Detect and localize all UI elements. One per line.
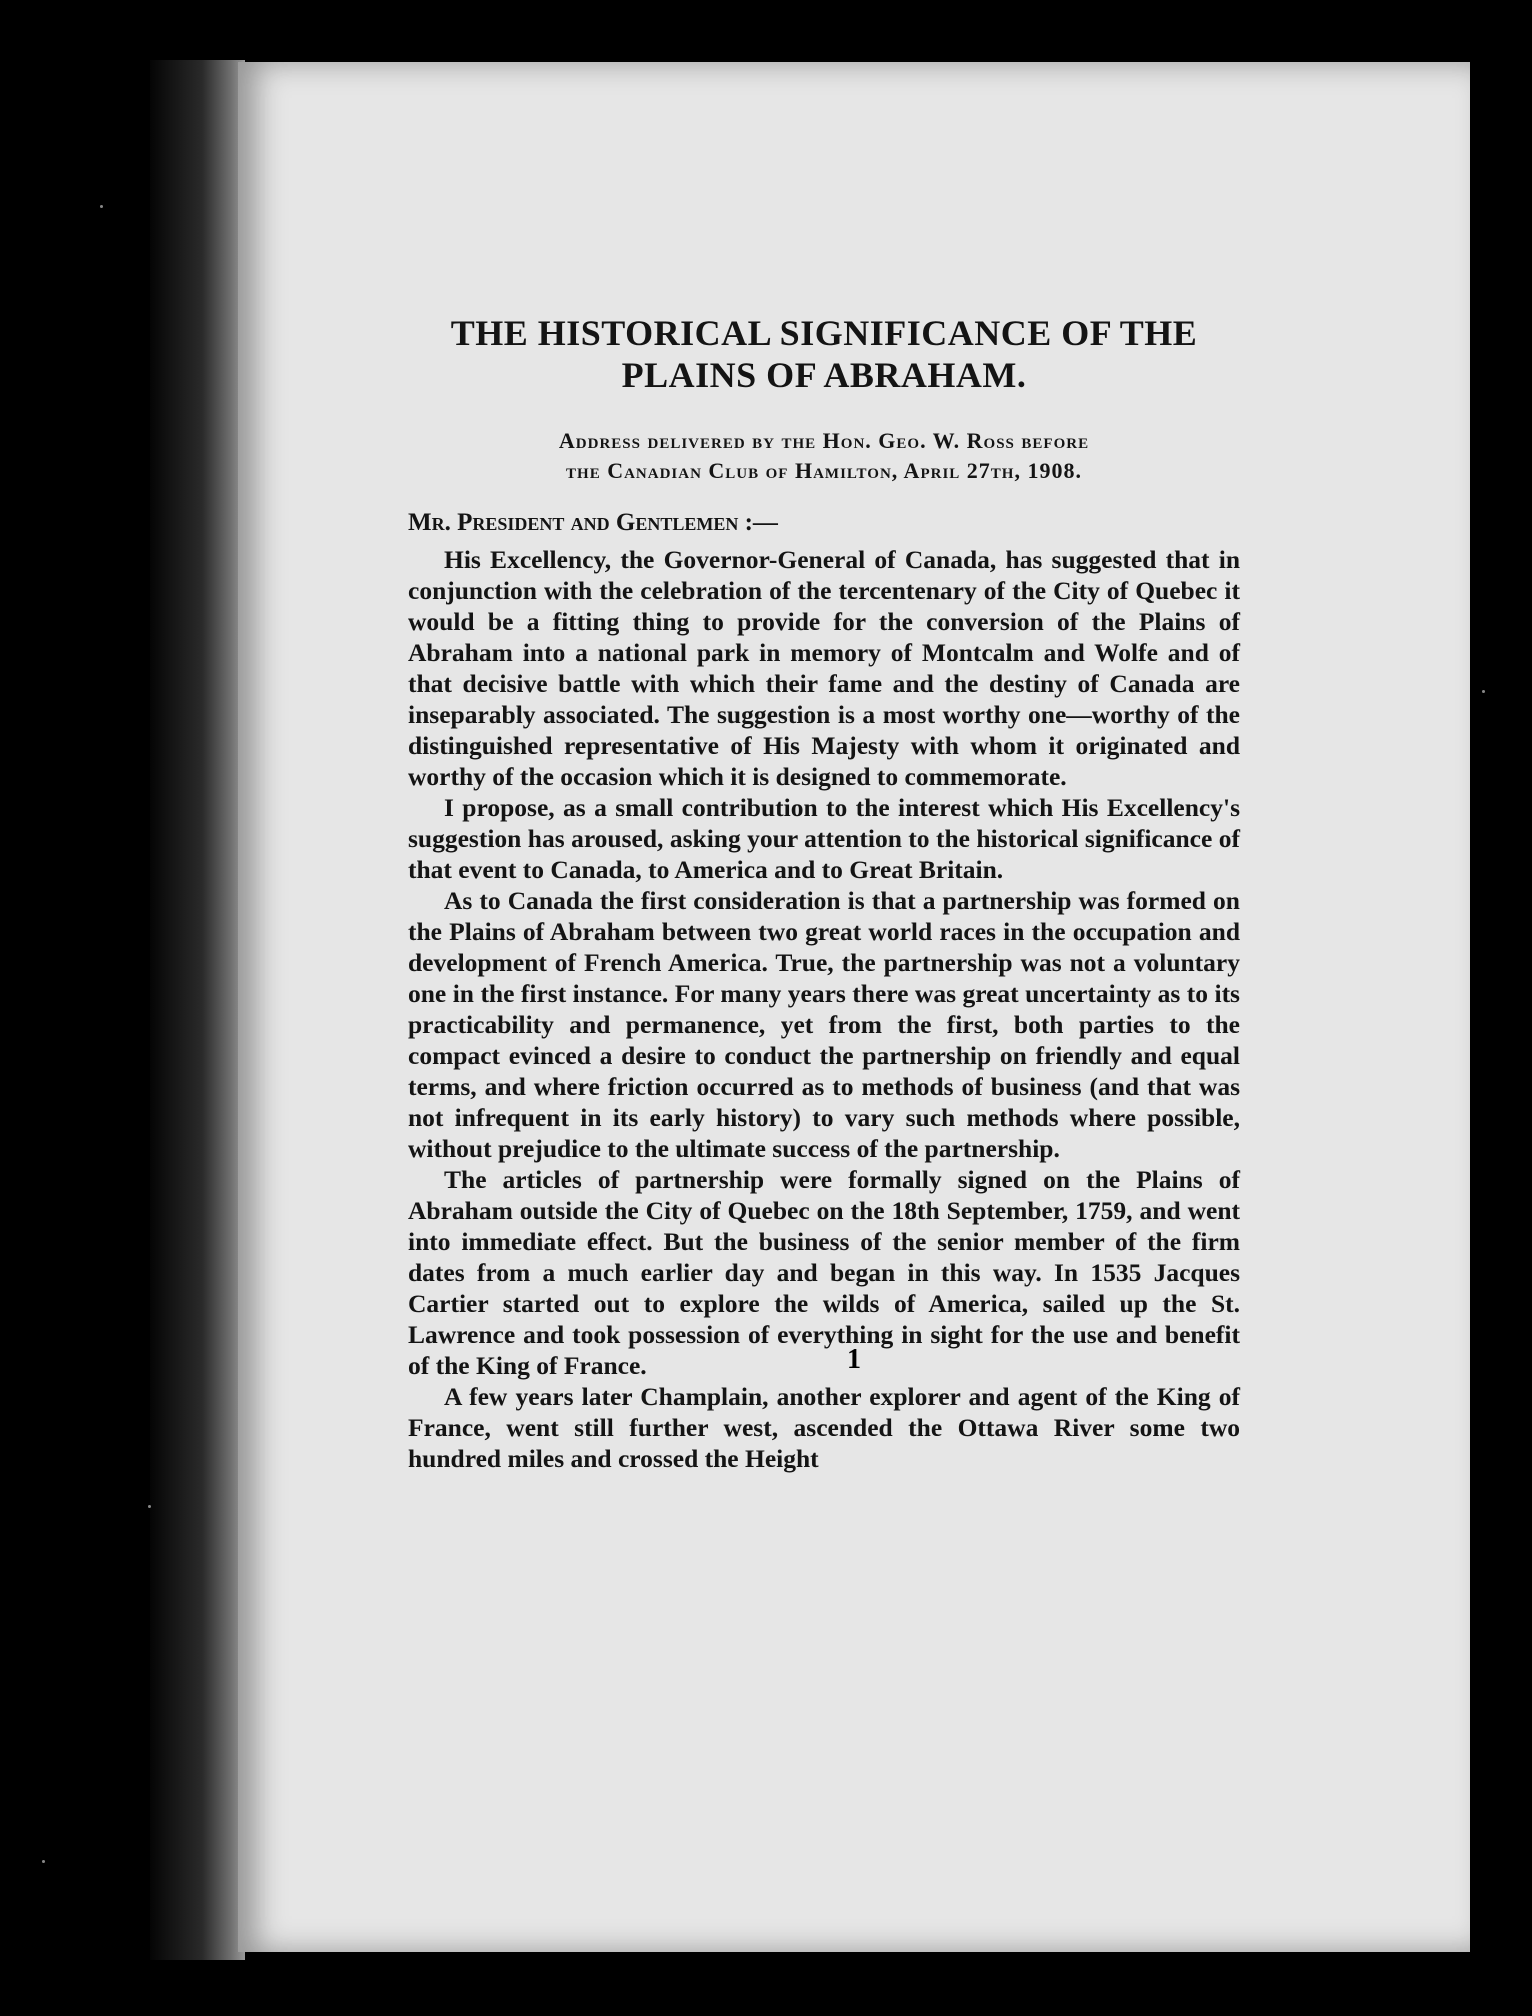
document-title: THE HISTORICAL SIGNIFICANCE OF THE PLAINS OF ABRAHAM. xyxy=(450,313,1198,395)
dust-speck xyxy=(1482,690,1485,693)
paragraph-3: As to Canada the first consideration is that a partnership was formed on the Plains of Abraham between two great world races in the occupation and development of French America. True, the partnership was not a voluntary one in the first instance. For many years there was great uncertainty as to its practicability and permanence, yet from the first, both parties to the compact evinced a desire to conduct the partnership on friendly and equal terms, and where friction occurred as to methods of business (and that was not infrequent in its early history) to vary such methods where possible, without prejudice to the ultimate success of the partnership. xyxy=(408,886,1240,1163)
paragraph-1: His Excellency, the Governor-General of Canada, has suggested that in conjunction with the celebration of the tercentenary of the City of Quebec it would be a fitting thing to provide for the conversion of the Plains of Abraham into a national park in memory of Montcalm and Wolfe and of that decisive battle with which their fame and the destiny of Canada are inseparably associated. The suggestion is a most worthy one—worthy of the distinguished representative of His Majesty with whom it originated and worthy of the occasion which it is designed to commemorate. xyxy=(408,545,1240,791)
paragraph-2: I propose, as a small contribution to the interest which His Excellency's suggestion has aroused, asking your attention to the historical significance of that event to Canada, to America and to Great Britain. xyxy=(408,793,1240,884)
page-content xyxy=(408,312,1240,1474)
dust-speck xyxy=(42,1860,45,1863)
paragraph-4: The articles of partnership were formally signed on the Plains of Abraham outside the City of Quebec on the 18th September, 1759, and went into immediate effect. But the business of the senior member of the firm dates from a much earlier day and began in this way. In 1535 Jacques Cartier started out to explore the wilds of America, sailed up the St. Lawrence and took possession of everything in sight for the use and benefit of the King of France. xyxy=(408,1165,1240,1380)
dust-speck xyxy=(100,205,103,208)
subtitle-line-2: the Canadian Club of Hamilton, April 27th, 1908. xyxy=(566,458,1082,483)
document-subtitle xyxy=(408,426,1240,486)
subtitle-line-1: Address delivered by the Hon. Geo. W. Ross before xyxy=(558,428,1090,453)
document-page xyxy=(238,62,1470,1952)
dust-speck xyxy=(148,1505,151,1508)
salutation: Mr. President and Gentlemen :— xyxy=(408,509,778,536)
page-number: 1 xyxy=(847,1344,861,1375)
binding-shadow xyxy=(150,60,245,1960)
paragraph-5: A few years later Champlain, another explorer and agent of the King of France, went still further west, ascended the Ottawa River some two hundred miles and crossed the Height xyxy=(408,1382,1240,1473)
